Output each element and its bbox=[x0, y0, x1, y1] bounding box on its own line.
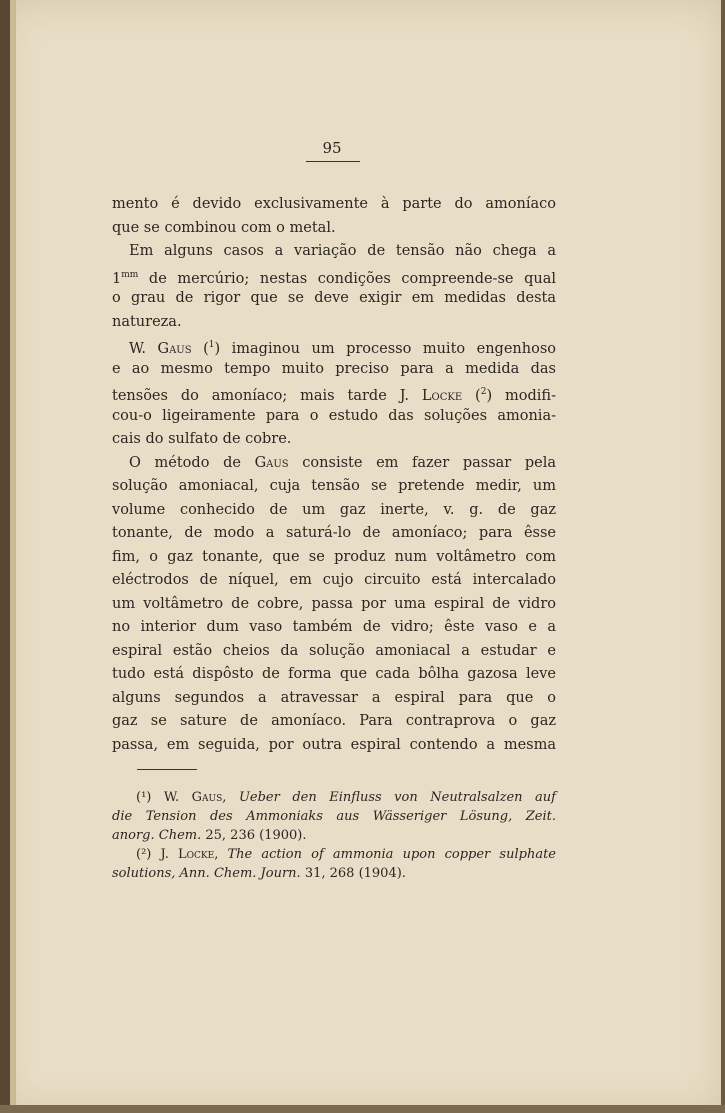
text-run: W. bbox=[129, 340, 158, 357]
author-name: Locke bbox=[421, 387, 463, 404]
citation-title: Ueber den Einfluss von Neutralsalzen auf bbox=[238, 790, 556, 805]
text-line: fim, o gaz tonante, que se produz num voltâmetro com bbox=[112, 548, 556, 565]
text-line: o grau de rigor que se deve exigir em medidas desta bbox=[112, 290, 556, 306]
superscript-unit: mm bbox=[121, 269, 139, 280]
text-run: ( bbox=[462, 387, 481, 404]
text-line: natureza. bbox=[112, 313, 182, 330]
text-line: volume conhecido de um gaz inerte, v. g. de gaz bbox=[112, 501, 556, 518]
text-line bbox=[112, 452, 556, 476]
text-line bbox=[112, 381, 556, 405]
text-run: tensões do amoníaco; mais tarde J. bbox=[112, 387, 422, 404]
footnote-2 bbox=[112, 845, 556, 864]
text-line bbox=[112, 264, 556, 288]
text-run: 31, 268 (1904). bbox=[300, 866, 406, 881]
text-line: no interior dum vaso também de vidro; êste vaso e a bbox=[112, 619, 556, 635]
text-run: , bbox=[222, 790, 239, 805]
text-line: alguns segundos a atravessar a espiral para que o bbox=[112, 689, 556, 706]
body-text bbox=[112, 193, 556, 757]
page-bottom-edge bbox=[0, 1105, 725, 1113]
text-run: 1 bbox=[112, 270, 122, 287]
text-run: J. bbox=[151, 847, 178, 862]
text-line: mento é devido exclusivamente à parte do amoníaco bbox=[112, 196, 556, 212]
footnote-line bbox=[112, 864, 556, 883]
text-line: tonante, de modo a saturá-lo de amoníaco; para êsse bbox=[112, 525, 556, 541]
footnote-1 bbox=[112, 788, 556, 807]
footnote-marker: (²) bbox=[136, 847, 152, 862]
author-name: Gaus bbox=[191, 790, 223, 805]
text-line: um voltâmetro de cobre, passa por uma espiral de vidro bbox=[112, 595, 556, 612]
journal-name: solutions, Ann. Chem. Journ. bbox=[112, 866, 301, 881]
page-binding-edge bbox=[0, 0, 10, 1113]
journal-name: anorg. Chem. bbox=[112, 828, 202, 843]
text-run: ) modifi- bbox=[486, 387, 556, 404]
footnote-line bbox=[112, 826, 556, 845]
text-line: tudo está dispôsto de forma que cada bôlha gazosa leve bbox=[112, 666, 556, 682]
author-name: Locke bbox=[178, 847, 215, 862]
text-run: W. bbox=[151, 790, 192, 805]
text-run: de mercúrio; nestas condições compreende-se qual bbox=[138, 270, 556, 287]
text-line: espiral estão cheios da solução amoniacal a estudar e bbox=[112, 642, 556, 659]
text-run: consiste em fazer passar pela bbox=[288, 454, 557, 471]
footnote-rule bbox=[137, 769, 197, 770]
page-gutter-shadow bbox=[10, 0, 16, 1113]
page-number: 95 bbox=[322, 139, 342, 157]
text-line: eléctrodos de níquel, em cujo circuito está intercalado bbox=[112, 572, 556, 588]
text-line: Em alguns casos a variação de tensão não chega a bbox=[129, 243, 556, 259]
text-line: cou-o ligeiramente para o estudo das soluções amonia- bbox=[112, 407, 556, 424]
citation-title: The action of ammonia upon copper sulphate bbox=[227, 847, 556, 862]
text-line: solução amoniacal, cuja tensão se pretende medir, um bbox=[112, 478, 556, 494]
author-name: Gaus bbox=[254, 454, 289, 471]
footnote-reference: 2 bbox=[480, 387, 487, 397]
page-number-rule bbox=[306, 161, 360, 162]
text-line: gaz se sature de amoníaco. Para contraprova o gaz bbox=[112, 713, 556, 729]
page-right-edge bbox=[721, 0, 725, 1113]
text-run: 25, 236 (1900). bbox=[201, 828, 307, 843]
footnotes bbox=[112, 788, 556, 883]
footnote-line: die Tension des Ammoniaks aus Wässeriger Lösung, Zeit. bbox=[112, 809, 556, 824]
text-run: ( bbox=[191, 340, 209, 357]
text-run: O método de bbox=[129, 454, 255, 471]
text-run: , bbox=[214, 847, 228, 862]
text-line: cais do sulfato de cobre. bbox=[112, 431, 292, 447]
text-line: passa, em seguida, por outra espiral contendo a mesma bbox=[112, 736, 556, 753]
text-run: ) imaginou um processo muito engenhoso bbox=[214, 340, 556, 357]
footnote-marker: (¹) bbox=[136, 790, 152, 805]
footnote-reference: 1 bbox=[208, 340, 215, 350]
text-line: que se combinou com o metal. bbox=[112, 219, 336, 236]
author-name: Gaus bbox=[157, 340, 192, 357]
text-line: e ao mesmo tempo muito preciso para a medida das bbox=[112, 360, 556, 377]
text-line bbox=[112, 334, 556, 358]
